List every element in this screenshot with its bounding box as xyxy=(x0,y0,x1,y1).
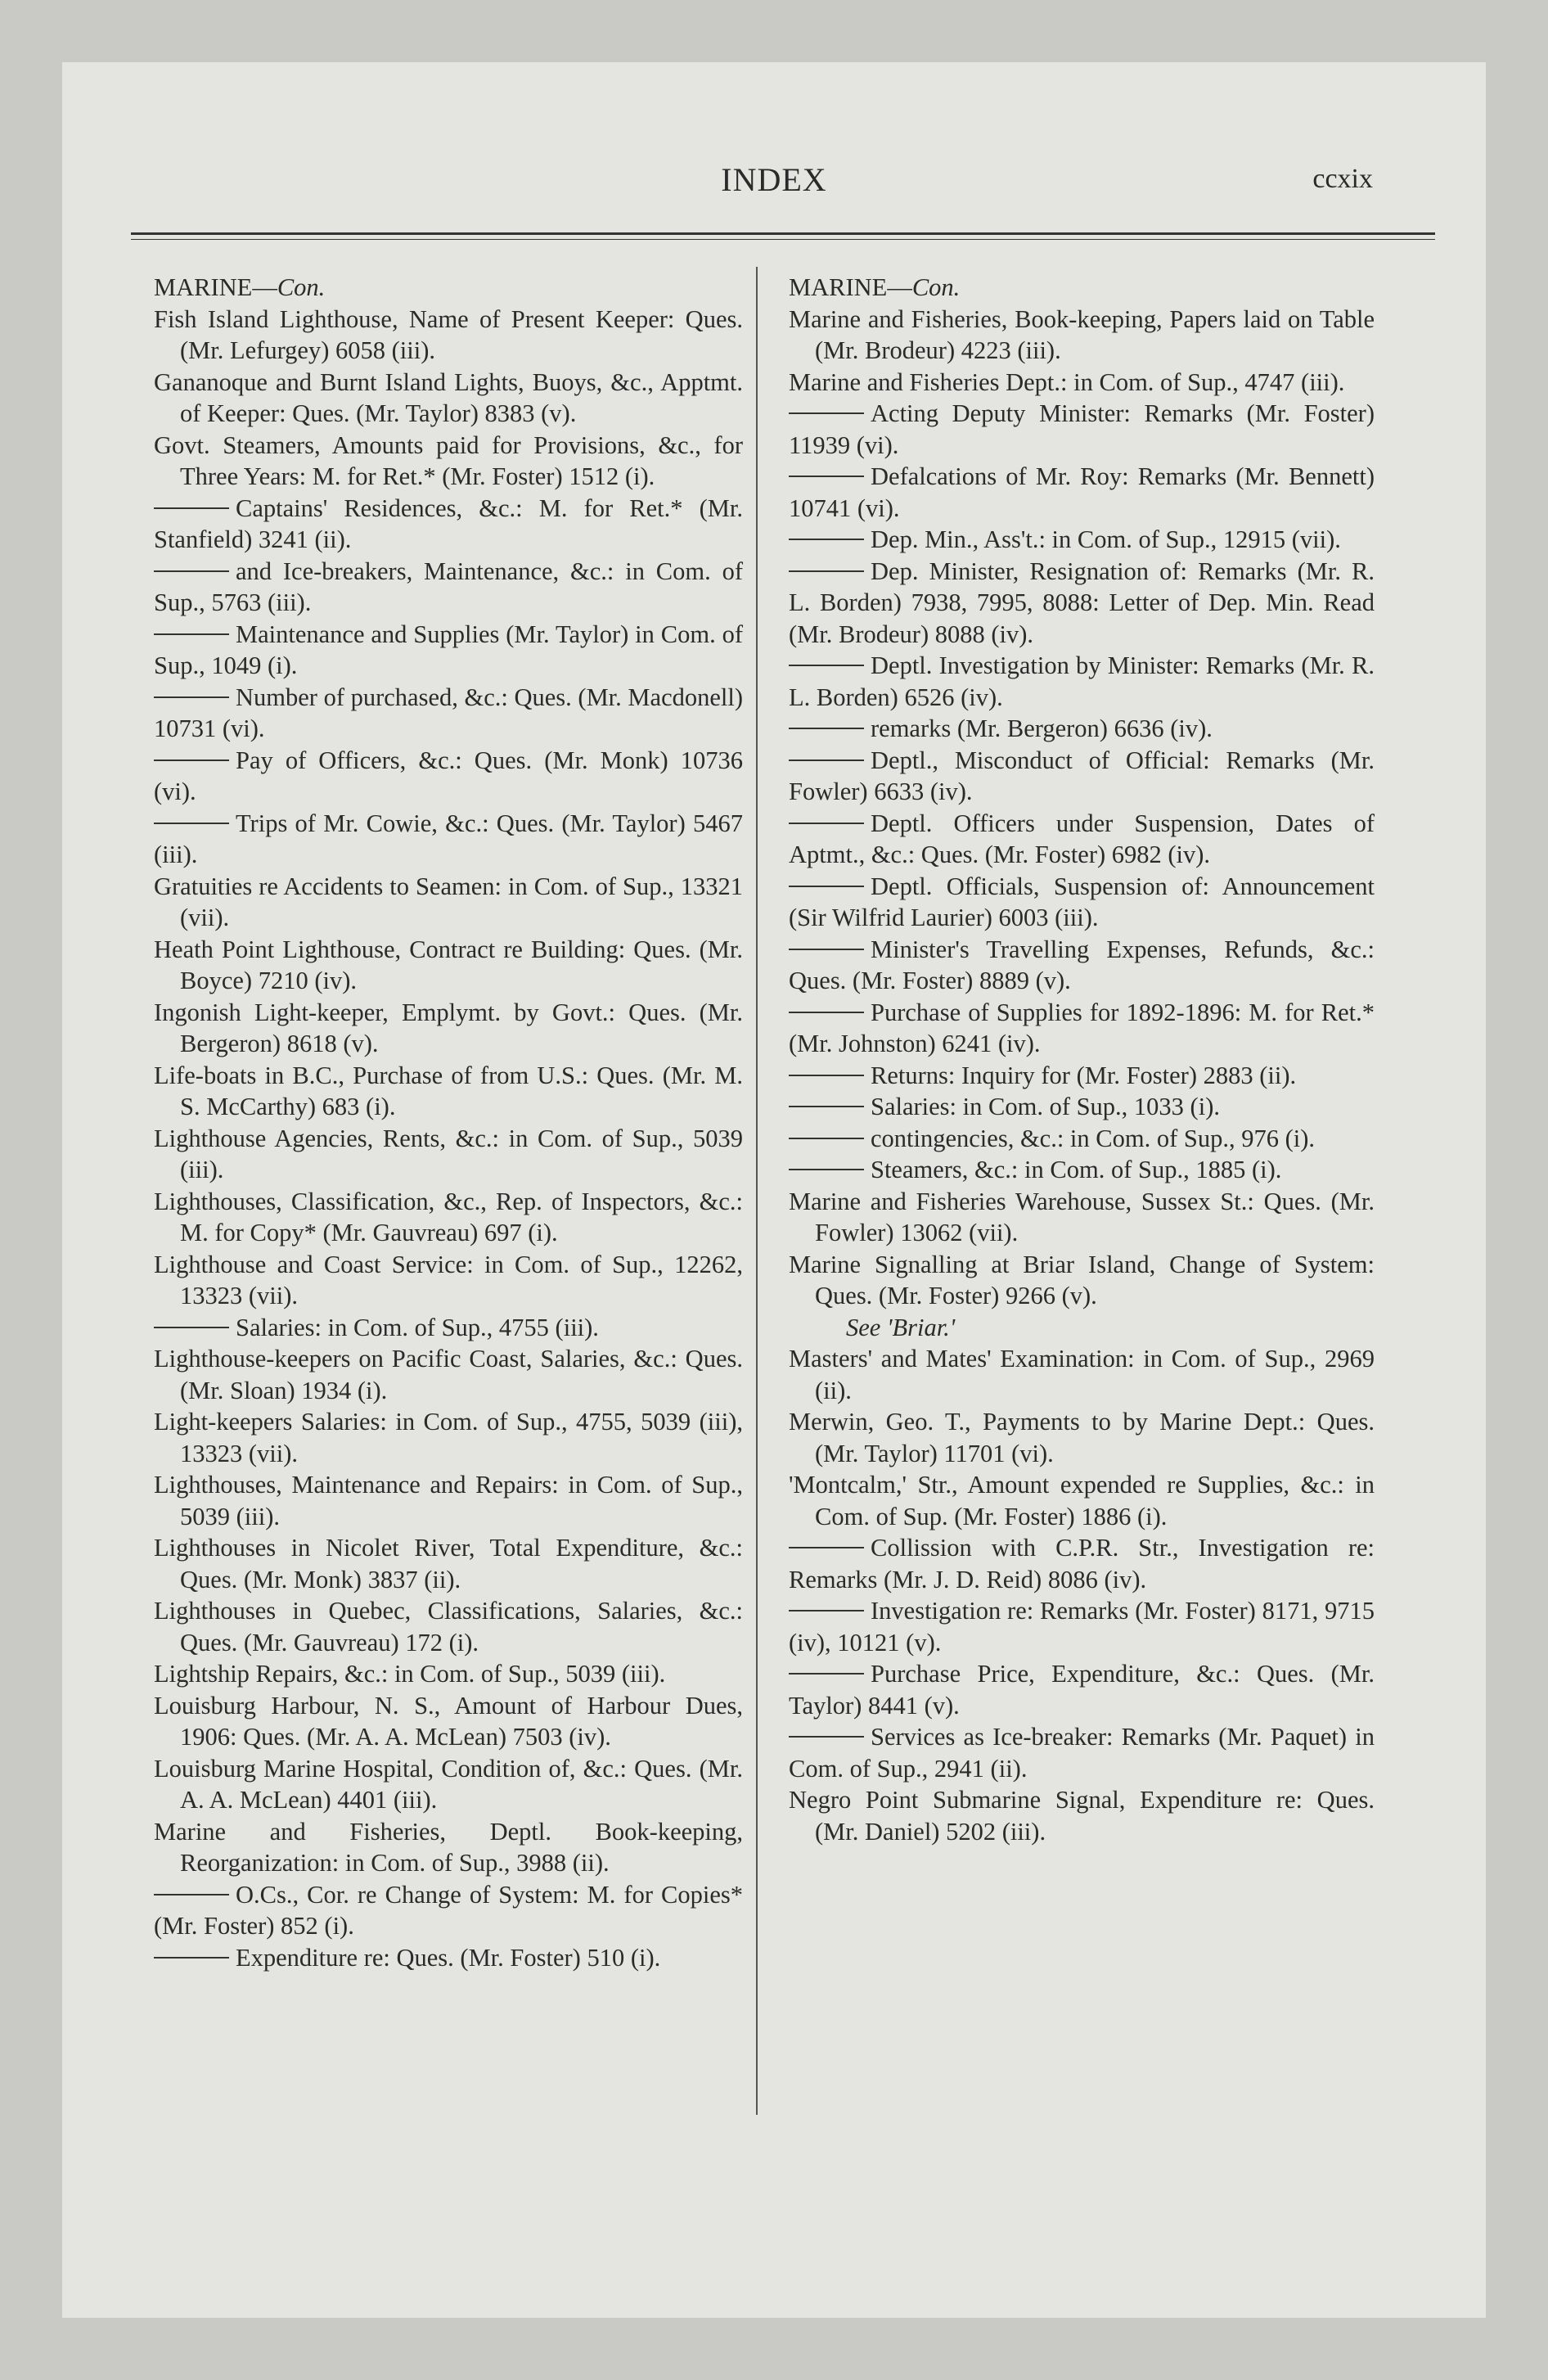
entry-text: Gananoque and Burnt Island Lights, Buoys, &c., Apptmt. of Keeper: Ques. (Mr. Taylor) 8383 (v). xyxy=(154,367,743,427)
repeat-dash xyxy=(789,728,864,729)
index-subentry xyxy=(789,1091,1375,1123)
entry-text: Salaries: in Com. of Sup., 4755 (iii). xyxy=(236,1313,599,1341)
entry-text: Pay of Officers, &c.: Ques. (Mr. Monk) 10736 (vi). xyxy=(154,746,743,805)
index-entry xyxy=(154,997,743,1060)
index-subentry xyxy=(154,619,743,682)
repeat-dash xyxy=(789,570,864,572)
index-subentry xyxy=(789,461,1375,524)
index-entry xyxy=(789,367,1375,399)
index-subentry xyxy=(154,1942,743,1974)
index-subentry xyxy=(789,556,1375,651)
repeat-dash xyxy=(789,1075,864,1076)
entry-text: Investigation re: Remarks (Mr. Foster) 8171, 9715 (iv), 10121 (v). xyxy=(789,1597,1375,1657)
header-rule xyxy=(131,232,1435,235)
entry-text: Lighthouse Agencies, Rents, &c.: in Com. of Sup., 5039 (iii). xyxy=(154,1124,743,1183)
entry-text: Maintenance and Supplies (Mr. Taylor) in Com. of Sup., 1049 (i). xyxy=(154,620,743,679)
repeat-dash xyxy=(789,539,864,540)
repeat-dash xyxy=(789,949,864,950)
index-subentry xyxy=(789,1721,1375,1784)
entry-text: Fish Island Lighthouse, Name of Present Keeper: Ques. (Mr. Lefurgey) 6058 (iii). xyxy=(154,304,743,364)
entry-text: Louisburg Harbour, N. S., Amount of Harbour Dues, 1906: Ques. (Mr. A. A. McLean) 7503 (iv). xyxy=(154,1691,743,1751)
index-subentry xyxy=(789,1060,1375,1092)
index-entry xyxy=(154,1816,743,1879)
entry-text: Purchase Price, Expenditure, &c.: Ques. (Mr. Taylor) 8441 (v). xyxy=(789,1660,1375,1720)
header-rule-thin xyxy=(131,239,1435,240)
repeat-dash xyxy=(789,476,864,477)
index-subentry xyxy=(789,1532,1375,1595)
index-entry xyxy=(154,1469,743,1532)
entry-text: Marine Signalling at Briar Island, Change of System: Ques. (Mr. Foster) 9266 (v). xyxy=(789,1250,1375,1309)
entry-text: Merwin, Geo. T., Payments to by Marine Dept.: Ques. (Mr. Taylor) 11701 (vi). xyxy=(789,1408,1375,1467)
index-subentry xyxy=(154,1312,743,1344)
index-entry xyxy=(789,1343,1375,1406)
repeat-dash xyxy=(154,760,229,761)
index-subentry xyxy=(789,1154,1375,1186)
entry-text: Collission with C.P.R. Str., Investigation re: Remarks (Mr. J. D. Reid) 8086 (iv). xyxy=(789,1534,1375,1593)
entry-text: Returns: Inquiry for (Mr. Foster) 2883 (ii). xyxy=(871,1061,1297,1089)
index-entry xyxy=(154,1406,743,1469)
index-entry xyxy=(154,871,743,934)
entry-text: Deptl. Investigation by Minister: Remarks (Mr. R. L. Borden) 6526 (iv). xyxy=(789,651,1375,711)
entry-text: Expenditure re: Ques. (Mr. Foster) 510 (i). xyxy=(236,1943,661,1972)
entry-text: Lighthouses, Classification, &c., Rep. of Inspectors, &c.: M. for Copy* (Mr. Gauvreau) 697 (i). xyxy=(154,1187,743,1246)
index-entry xyxy=(154,1343,743,1406)
repeat-dash xyxy=(154,507,229,509)
repeat-dash xyxy=(789,412,864,414)
entry-text: Lighthouses, Maintenance and Repairs: in Com. of Sup., 5039 (iii). xyxy=(154,1471,743,1530)
index-subentry xyxy=(789,871,1375,934)
index-subentry xyxy=(789,1123,1375,1155)
entry-text: Lightship Repairs, &c.: in Com. of Sup., 5039 (iii). xyxy=(154,1660,666,1688)
page-header xyxy=(62,160,1486,210)
index-entry xyxy=(154,1186,743,1249)
repeat-dash xyxy=(789,1736,864,1738)
index-page xyxy=(62,62,1486,2318)
repeat-dash xyxy=(789,1673,864,1675)
entry-text: Ingonish Light-keeper, Emplymt. by Govt.: Ques. (Mr. Bergeron) 8618 (v). xyxy=(154,998,743,1057)
repeat-dash xyxy=(789,665,864,666)
column-divider xyxy=(756,267,758,2115)
entry-text: Purchase of Supplies for 1892-1896: M. for Ret.* (Mr. Johnston) 6241 (iv). xyxy=(789,998,1375,1057)
repeat-dash xyxy=(789,760,864,761)
index-entry xyxy=(154,367,743,430)
entry-text: Life-boats in B.C., Purchase of from U.S.: Ques. (Mr. M. S. McCarthy) 683 (i). xyxy=(154,1061,743,1120)
index-subentry xyxy=(154,682,743,745)
index-entry xyxy=(154,1595,743,1658)
repeat-dash xyxy=(789,1106,864,1107)
index-subentry xyxy=(789,745,1375,808)
cross-reference xyxy=(789,1312,1375,1344)
repeat-dash xyxy=(154,1957,229,1959)
index-entry xyxy=(154,1658,743,1690)
entry-text: Heath Point Lighthouse, Contract re Building: Ques. (Mr. Boyce) 7210 (iv). xyxy=(154,935,743,994)
entry-text: See 'Briar.' xyxy=(846,1313,956,1341)
entry-text: Number of purchased, &c.: Ques. (Mr. Macdonell) 10731 (vi). xyxy=(154,683,743,742)
index-entry xyxy=(154,934,743,997)
index-subentry xyxy=(789,934,1375,997)
repeat-dash xyxy=(154,823,229,824)
repeat-dash xyxy=(789,1169,864,1170)
entry-text: Deptl. Officials, Suspension of: Announcement (Sir Wilfrid Laurier) 6003 (iii). xyxy=(789,872,1375,931)
entry-text: Marine and Fisheries Dept.: in Com. of Sup., 4747 (iii). xyxy=(789,367,1345,396)
entry-text: O.Cs., Cor. re Change of System: M. for Copies* (Mr. Foster) 852 (i). xyxy=(154,1880,743,1940)
section-heading: MARINE—Con. xyxy=(154,273,326,301)
index-subentry xyxy=(789,808,1375,871)
entry-text: Dep. Minister, Resignation of: Remarks (Mr. R. L. Borden) 7938, 7995, 8088: Letter of Dep. Min. Read (Mr. Brodeur) 8088 (iv). xyxy=(789,557,1375,648)
entry-text: Lighthouse-keepers on Pacific Coast, Salaries, &c.: Ques. (Mr. Sloan) 1934 (i). xyxy=(154,1345,743,1404)
index-subentry xyxy=(154,1879,743,1942)
entry-text: remarks (Mr. Bergeron) 6636 (iv). xyxy=(871,714,1213,742)
repeat-dash xyxy=(154,633,229,635)
entry-text: Steamers, &c.: in Com. of Sup., 1885 (i). xyxy=(871,1156,1282,1183)
entry-text: Marine and Fisheries, Deptl. Book-keeping, Reorganization: in Com. of Sup., 3988 (ii). xyxy=(154,1817,743,1877)
left-column xyxy=(154,272,743,1973)
index-entry xyxy=(789,304,1375,367)
entry-text: Negro Point Submarine Signal, Expenditure re: Ques. (Mr. Daniel) 5202 (iii). xyxy=(789,1786,1375,1846)
index-subentry xyxy=(789,398,1375,461)
entry-text: contingencies, &c.: in Com. of Sup., 976 (i). xyxy=(871,1124,1315,1152)
entry-text: Marine and Fisheries, Book-keeping, Papers laid on Table (Mr. Brodeur) 4223 (iii). xyxy=(789,304,1375,364)
entry-text: Defalcations of Mr. Roy: Remarks (Mr. Bennett) 10741 (vi). xyxy=(789,462,1375,522)
repeat-dash xyxy=(789,1610,864,1611)
entry-text: Deptl. Officers under Suspension, Dates of Aptmt., &c.: Ques. (Mr. Foster) 6982 (iv). xyxy=(789,809,1375,868)
index-subentry xyxy=(154,808,743,871)
index-subentry xyxy=(789,1658,1375,1721)
right-column xyxy=(789,272,1375,1847)
page-number: ccxix xyxy=(1312,164,1373,194)
index-subentry xyxy=(789,524,1375,556)
repeat-dash xyxy=(154,696,229,698)
index-subentry xyxy=(789,713,1375,745)
repeat-dash xyxy=(154,1327,229,1328)
index-subentry xyxy=(789,1595,1375,1658)
index-subentry xyxy=(154,556,743,619)
index-entry xyxy=(154,1690,743,1753)
repeat-dash xyxy=(789,1012,864,1013)
entry-text: Light-keepers Salaries: in Com. of Sup., 4755, 5039 (iii), 13323 (vii). xyxy=(154,1408,743,1467)
entry-text: Dep. Min., Ass't.: in Com. of Sup., 12915 (vii). xyxy=(871,525,1341,553)
repeat-dash xyxy=(154,570,229,572)
entry-text: Minister's Travelling Expenses, Refunds, &c.: Ques. (Mr. Foster) 8889 (v). xyxy=(789,935,1375,994)
entry-text: Acting Deputy Minister: Remarks (Mr. Foster) 11939 (vi). xyxy=(789,399,1375,459)
index-entry xyxy=(154,1753,743,1816)
index-entry xyxy=(154,1249,743,1312)
index-subentry xyxy=(789,650,1375,713)
index-entry xyxy=(154,1532,743,1595)
section-heading: MARINE—Con. xyxy=(789,273,961,301)
index-entry xyxy=(789,1469,1375,1532)
entry-text: Louisburg Marine Hospital, Condition of, &c.: Ques. (Mr. A. A. McLean) 4401 (iii). xyxy=(154,1754,743,1814)
entry-text: Trips of Mr. Cowie, &c.: Ques. (Mr. Taylor) 5467 (iii). xyxy=(154,809,743,868)
entry-text: Govt. Steamers, Amounts paid for Provisions, &c., for Three Years: M. for Ret.* (Mr. Foster) 1512 (i). xyxy=(154,430,743,490)
entry-text: Deptl., Misconduct of Official: Remarks (Mr. Fowler) 6633 (iv). xyxy=(789,746,1375,805)
index-entry xyxy=(789,1406,1375,1469)
entry-text: 'Montcalm,' Str., Amount expended re Supplies, &c.: in Com. of Sup. (Mr. Foster) 1886 (i). xyxy=(789,1471,1375,1530)
entry-text: Captains' Residences, &c.: M. for Ret.* (Mr. Stanfield) 3241 (ii). xyxy=(154,494,743,553)
entry-text: Gratuities re Accidents to Seamen: in Com. of Sup., 13321 (vii). xyxy=(154,872,743,931)
repeat-dash xyxy=(789,823,864,824)
entry-text: Lighthouses in Nicolet River, Total Expenditure, &c.: Ques. (Mr. Monk) 3837 (ii). xyxy=(154,1534,743,1593)
index-entry xyxy=(154,304,743,367)
repeat-dash xyxy=(789,1547,864,1548)
entry-text: and Ice-breakers, Maintenance, &c.: in Com. of Sup., 5763 (iii). xyxy=(154,557,743,616)
index-entry xyxy=(789,1784,1375,1847)
index-entry xyxy=(154,1060,743,1123)
entry-text: Services as Ice-breaker: Remarks (Mr. Paquet) in Com. of Sup., 2941 (ii). xyxy=(789,1723,1375,1783)
index-entry xyxy=(789,1249,1375,1312)
repeat-dash xyxy=(789,1138,864,1139)
index-entry xyxy=(154,430,743,493)
index-entry xyxy=(789,1186,1375,1249)
entry-text: Masters' and Mates' Examination: in Com. of Sup., 2969 (ii). xyxy=(789,1345,1375,1404)
repeat-dash xyxy=(154,1894,229,1895)
entry-text: Lighthouse and Coast Service: in Com. of Sup., 12262, 13323 (vii). xyxy=(154,1250,743,1309)
entry-text: Marine and Fisheries Warehouse, Sussex St.: Ques. (Mr. Fowler) 13062 (vii). xyxy=(789,1187,1375,1246)
index-entry xyxy=(154,1123,743,1186)
repeat-dash xyxy=(789,886,864,887)
running-title: INDEX xyxy=(721,161,827,198)
index-subentry xyxy=(154,493,743,556)
entry-text: Salaries: in Com. of Sup., 1033 (i). xyxy=(871,1093,1220,1120)
index-subentry xyxy=(789,997,1375,1060)
index-subentry xyxy=(154,745,743,808)
entry-text: Lighthouses in Quebec, Classifications, Salaries, &c.: Ques. (Mr. Gauvreau) 172 (i). xyxy=(154,1597,743,1657)
